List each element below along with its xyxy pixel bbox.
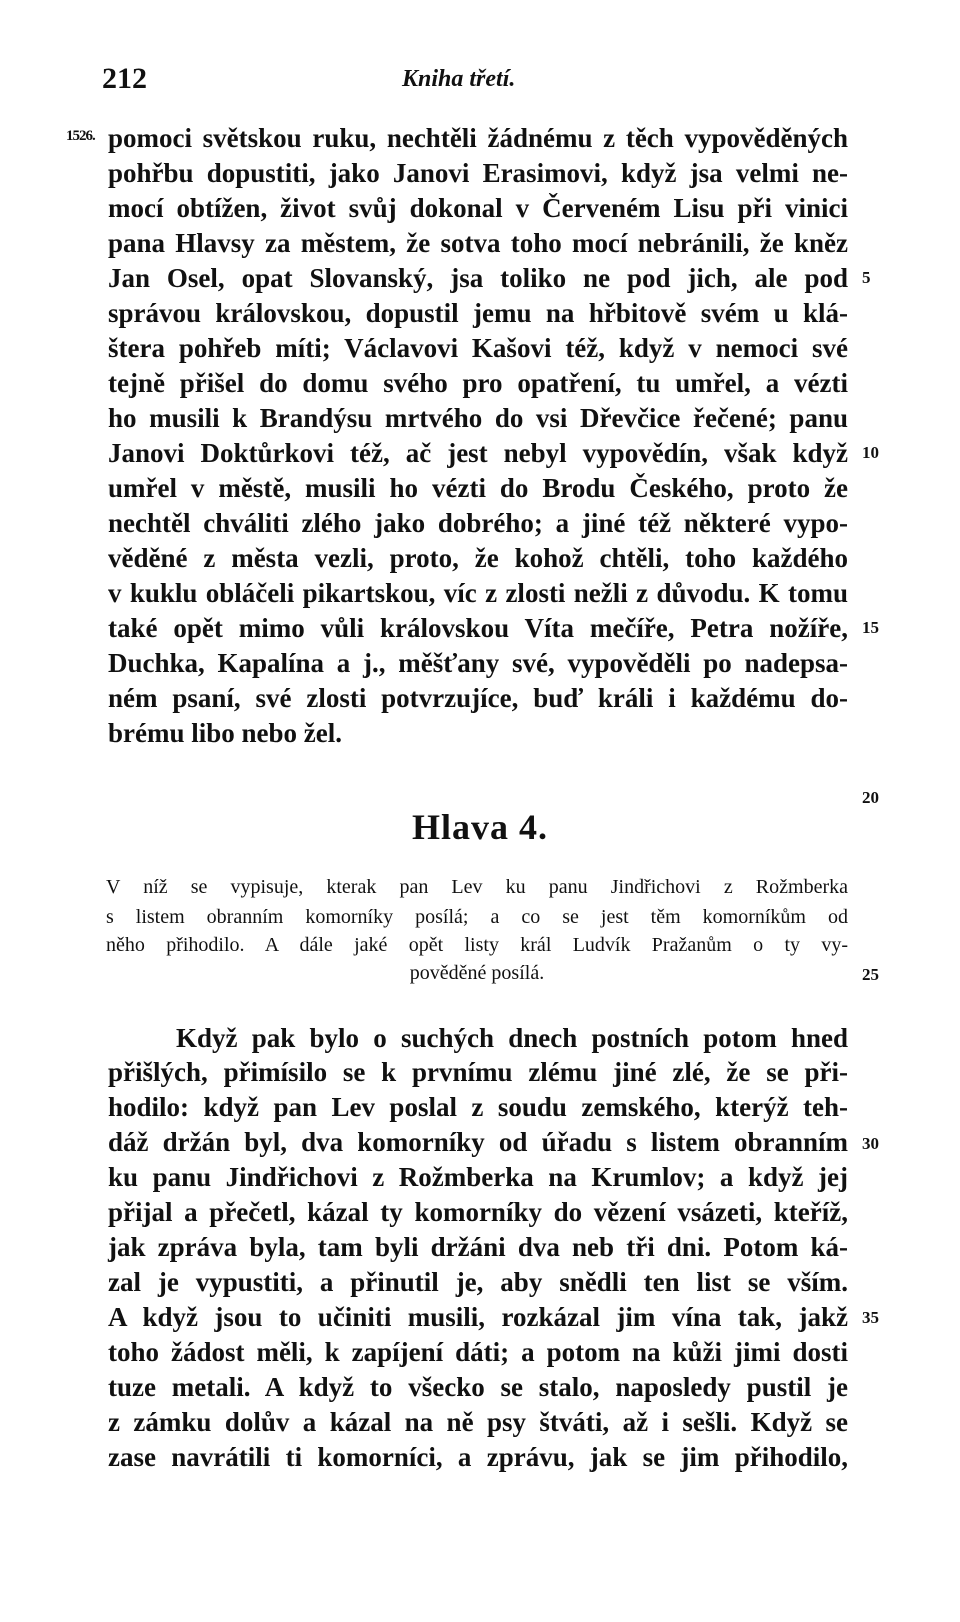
text-line: také opět mimo vůli královskou Víta mečíře, Petra nožíře, (108, 613, 848, 643)
text-line: A když jsou to učiniti musili, rozkázal jim vína tak, jakž (108, 1302, 848, 1332)
text-line: pomoci světskou ruku, nechtěli žádnému z těch vypověděných (108, 123, 848, 153)
text-line: jak zpráva byla, tam byli držáni dva neb tři dni. Potom ká- (108, 1232, 848, 1262)
line-number: 20 (862, 788, 879, 807)
text-line: pohřbu dopustiti, jako Janovi Erasimovi, když jsa velmi ne- (108, 158, 848, 188)
text-line: pana Hlavsy za městem, že sotva toho mocí nebránili, že kněz (108, 228, 848, 258)
text-line: hodilo: když pan Lev poslal z soudu zemského, kterýž teh- (108, 1092, 848, 1122)
text-line: věděné z města vezli, proto, že kohož chtěli, toho každého (108, 543, 848, 573)
line-number: 10 (862, 443, 879, 462)
text-line: zase navrátili ti komorníci, a zprávu, jak se jim přihodilo, (108, 1442, 848, 1472)
text-line: zal je vypustiti, a přinutil je, aby snědli ten list se vším. (108, 1267, 848, 1297)
summary-line: V níž se vypisuje, kterak pan Lev ku panu Jindřichovi z Rožmberka (106, 876, 848, 898)
text-line: toho žádost měli, k zapíjení dáti; a potom na kůži jimi dosti (108, 1337, 848, 1367)
summary-line: pověděné posílá. (409, 962, 545, 984)
text-line: přijal a přečetl, kázal ty komorníky do vězení vsázeti, kteříž, (108, 1197, 848, 1227)
text-line: umřel v městě, musili ho vézti do Brodu Českého, proto že (108, 473, 848, 503)
text-line: mocí obtížen, život svůj dokonal v Červeném Lisu při vinici (108, 193, 848, 223)
text-line: tuze metali. A když to všecko se stalo, naposledy pustil je (108, 1372, 848, 1402)
line-number: 15 (862, 618, 879, 637)
text-line: tejně přišel do domu svého pro opatření, tu umřel, a vézti (108, 368, 848, 398)
margin-year: 1526. (66, 128, 95, 144)
text-line: nechtěl chváliti zlého jako dobrého; a jiné též některé vypo- (108, 508, 848, 538)
line-number: 30 (862, 1134, 879, 1153)
chapter-heading: Hlava 4. (411, 807, 548, 847)
running-title: Kniha třetí. (402, 66, 516, 92)
text-line: Jan Osel, opat Slovanský, jsa toliko ne pod jich, ale pod (108, 263, 848, 293)
text-line: brému libo nebo žel. (108, 718, 342, 748)
text-line: z zámku dolův a kázal na ně psy štváti, až i sešli. Když se (108, 1407, 848, 1437)
text-line: ku panu Jindřichovi z Rožmberka na Krumlov; a když jej (108, 1162, 848, 1192)
page-number: 212 (102, 62, 147, 95)
text-line: přišlých, přimísilo se k prvnímu zlému jiné zlé, že se při- (108, 1057, 848, 1087)
text-line: Janovi Doktůrkovi též, ač jest nebyl vypovědín, však když (108, 438, 848, 468)
text-line: správou královskou, dopustil jemu na hřbitově svém u klá- (108, 298, 848, 328)
text-line: Duchka, Kapalína a j., měšťany své, vypověděli po nadepsa- (108, 648, 848, 678)
text-line: štera pohřeb míti; Václavovi Kašovi též, když v nemoci své (108, 333, 848, 363)
text-line: dáž držán byl, dva komorníky od úřadu s listem obranním (108, 1127, 848, 1157)
text-line: ném psaní, své zlosti potvrzujíce, buď králi i každému do- (108, 683, 848, 713)
text-line: v kuklu obláčeli pikartskou, víc z zlosti nežli z důvodu. K tomu (108, 578, 848, 608)
line-number: 35 (862, 1308, 879, 1327)
page-header (102, 62, 848, 102)
line-number: 25 (862, 965, 879, 984)
line-number: 5 (862, 268, 871, 287)
text-line: Když pak bylo o suchých dnech postních potom hned (176, 1023, 848, 1053)
summary-line: něho přihodilo. A dále jaké opět listy král Ludvík Pražanům o ty vy- (106, 934, 848, 956)
text-line: ho musili k Brandýsu mrtvého do vsi Dřevčice řečené; panu (108, 403, 848, 433)
summary-line: s listem obranním komorníky posílá; a co se jest těm komorníkům od (106, 906, 848, 928)
